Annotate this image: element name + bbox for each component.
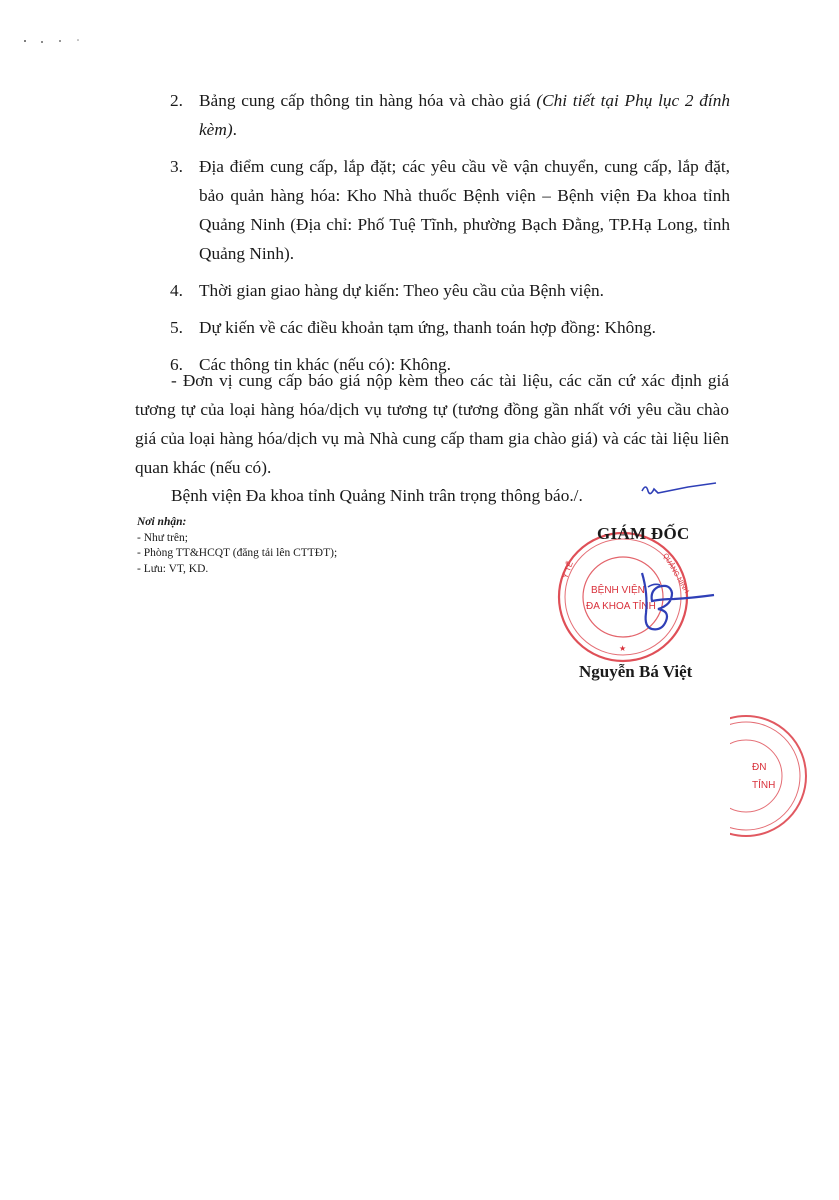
- seal-line1: BỆNH VIỆN: [591, 585, 645, 596]
- list-item-text: Dự kiến về các điều khoản tạm ứng, thanh toán hợp đồng: Không.: [199, 318, 656, 337]
- list-item: [170, 313, 730, 342]
- signatory-title: GIÁM ĐỐC: [597, 524, 690, 543]
- list-item-number: 2.: [170, 91, 183, 110]
- seal-ring-top: Y TẾ: [560, 560, 575, 580]
- list-item-number: 5.: [170, 318, 183, 337]
- recipients-block: [137, 515, 337, 577]
- list-item-end: .: [232, 120, 237, 139]
- initial-signature-icon: [640, 475, 720, 505]
- seal-line2: ĐA KHOA TỈNH: [586, 601, 656, 612]
- scan-specks: [20, 36, 100, 46]
- requirements-list: [170, 86, 730, 387]
- recipients-heading: Nơi nhận:: [137, 516, 187, 528]
- list-item: [170, 86, 730, 144]
- list-item-text: [199, 86, 730, 144]
- seal-ring-right: QUẢNG NINH: [661, 552, 690, 595]
- list-item-number: 6.: [170, 355, 183, 374]
- partial-seal-line2: TỈNH: [752, 780, 776, 791]
- svg-text:★: ★: [619, 644, 627, 653]
- attachment-paragraph: - Đơn vị cung cấp báo giá nộp kèm theo các tài liệu, các căn cứ xác định giá tương tự của loại hàng hóa/dịch vụ tương tự (tương đồng gần nhất với yêu cầu chào giá của loại hàng hóa/dịch vụ mà Nhà cung cấp tham gia chào giá) và các tài liệu liên quan khác (nếu có).: [135, 371, 729, 477]
- list-item-text: Các thông tin khác (nếu có): Không.: [199, 355, 451, 374]
- director-signature-icon: [620, 565, 730, 640]
- recipient-line: - Như trên;: [137, 531, 188, 544]
- signatory-name: Nguyễn Bá Việt: [579, 662, 693, 681]
- list-item: [170, 152, 730, 268]
- list-item-number: 3.: [170, 157, 183, 176]
- list-item-italic: (Chi tiết tại Phụ lục 2 đính kèm): [199, 91, 731, 139]
- list-item-text: Địa điểm cung cấp, lắp đặt; các yêu cầu về vận chuyển, cung cấp, lắp đặt, bảo quản hàng hóa: Kho Nhà thuốc Bệnh viện – Bệnh viện Đa khoa tỉnh Quảng Ninh (Địa chỉ: Phố Tuệ Tĩnh, phường Bạch Đằng, TP.Hạ Long, tỉnh Quảng Ninh).: [199, 157, 730, 263]
- closing-statement: Bệnh viện Đa khoa tỉnh Quảng Ninh trân trọng thông báo./.: [171, 486, 583, 505]
- list-item-body: Bảng cung cấp thông tin hàng hóa và chào giá: [199, 91, 537, 110]
- partial-seal-icon: [730, 712, 810, 840]
- list-item-text: Thời gian giao hàng dự kiến: Theo yêu cầu của Bệnh viện.: [199, 281, 604, 300]
- list-item-number: 4.: [170, 281, 183, 300]
- recipient-line: - Phòng TT&HCQT (đăng tải lên CTTĐT);: [137, 547, 338, 559]
- partial-seal-line1: ĐN: [752, 762, 767, 773]
- list-item: [170, 276, 730, 305]
- recipient-line: - Lưu: VT, KD.: [137, 562, 209, 575]
